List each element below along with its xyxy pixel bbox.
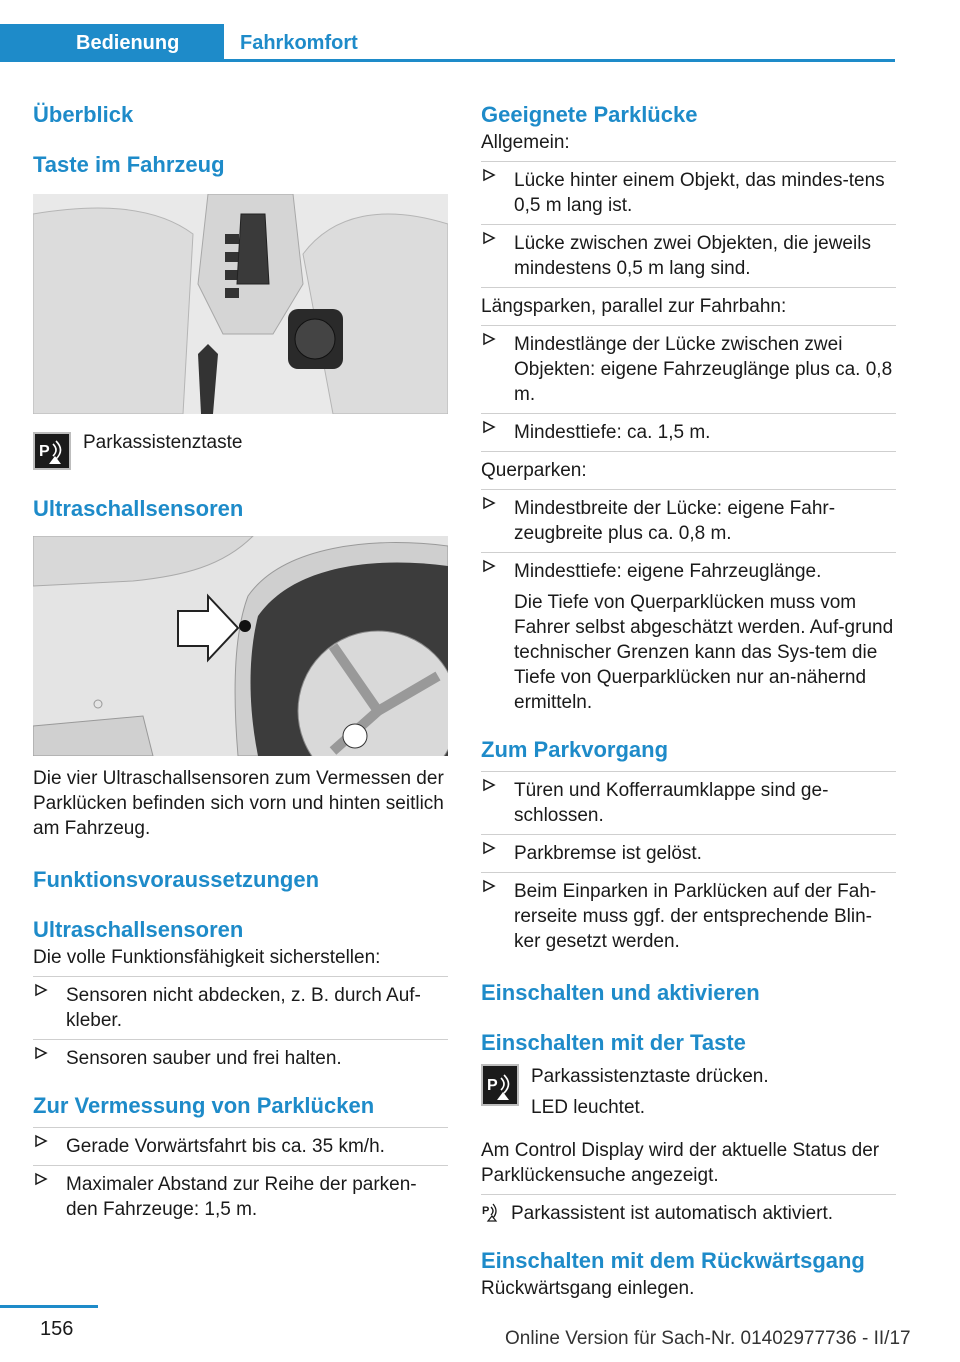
park-assist-button-icon [481, 1064, 519, 1106]
button-step-1: Parkassistenztaste drücken. [531, 1066, 769, 1087]
parallel-list [481, 325, 896, 445]
heading-measurement: Zur Vermessung von Parklücken [33, 1093, 375, 1118]
parallel-label: Längsparken, parallel zur Fahrbahn: [481, 287, 896, 319]
bullet-triangle-icon [482, 225, 496, 253]
svg-text:P: P [39, 443, 50, 460]
bullet-triangle-icon [482, 835, 496, 863]
bullet-triangle-icon [482, 414, 496, 442]
sensor-photo [33, 536, 448, 756]
button-step-2: LED leuchtet. [531, 1097, 646, 1118]
cross-note: Die Tiefe von Querparklücken muss vom Fahrer selbst abgeschätzt werden. Auf-grund technischer Grenzen kann das Sys-tem die Tiefe von Querparklücken nur an-nähernd ermitteln. [514, 592, 894, 713]
heading-prereq-sensors: Ultraschallsensoren [33, 917, 244, 942]
chapter-tabs [0, 24, 895, 62]
bullet-triangle-icon [482, 553, 496, 581]
console-photo [33, 194, 448, 414]
heading-suitable-space: Geeignete Parklücke [481, 102, 698, 127]
prereq-list [33, 976, 448, 1071]
prereq-intro: Die volle Funktionsfähigkeit sicherstellen: [33, 947, 381, 968]
cross-label: Querparken: [481, 451, 896, 483]
list-item: Beim Einparken in Parklücken auf der Fah-rerseite muss ggf. der entsprechende Blin-ker gesetzt werden. [481, 872, 896, 954]
park-assist-button-icon [33, 432, 71, 470]
heading-reverse-gear: Einschalten mit dem Rückwärtsgang [481, 1248, 865, 1273]
heading-prerequisites: Funktionsvoraussetzungen [33, 867, 320, 892]
heading-button-in-vehicle: Taste im Fahrzeug [33, 152, 225, 177]
park-assist-active-icon [481, 1201, 503, 1230]
bullet-triangle-icon [482, 873, 496, 901]
list-item: Türen und Kofferraumklappe sind ge-schlossen. [481, 771, 896, 828]
measure-list [33, 1127, 448, 1222]
tab-fahrkomfort[interactable]: Fahrkomfort [240, 32, 358, 54]
bullet-triangle-icon [34, 1128, 48, 1156]
process-list [481, 771, 896, 954]
bullet-triangle-icon [482, 490, 496, 518]
list-item: Mindesttiefe: eigene Fahrzeuglänge. Die Tiefe von Querparklücken muss vom Fahrer selbst abgeschätzt werden. Auf-grund technischer Grenzen kann das Sys-tem die Tiefe von Querparklücken nur an-nähernd ermitteln. [481, 552, 896, 715]
heading-ultrasonic-sensors: Ultraschallsensoren [33, 496, 244, 521]
heading-parking-process: Zum Parkvorgang [481, 737, 669, 762]
bullet-triangle-icon [482, 162, 496, 190]
list-item: Mindestbreite der Lücke: eigene Fahr-zeugbreite plus ca. 0,8 m. [481, 489, 896, 546]
bullet-triangle-icon [482, 326, 496, 354]
svg-text:P: P [487, 1077, 498, 1094]
list-item: Lücke hinter einem Objekt, das mindes-tens 0,5 m lang ist. [481, 161, 896, 218]
heading-activation: Einschalten und aktivieren [481, 980, 760, 1005]
button-legend [33, 432, 448, 474]
page-number: 156 [40, 1318, 74, 1340]
active-status: P Parkassistent ist automatisch aktiviert. [481, 1194, 896, 1226]
heading-overview: Überblick [33, 102, 134, 127]
list-item: Maximaler Abstand zur Reihe der parken-den Fahrzeuge: 1,5 m. [33, 1165, 448, 1222]
bullet-triangle-icon [482, 772, 496, 800]
left-column [33, 100, 448, 1222]
list-item: Gerade Vorwärtsfahrt bis ca. 35 km/h. [33, 1127, 448, 1159]
bullet-triangle-icon [34, 1040, 48, 1068]
list-item: Parkbremse ist gelöst. [481, 834, 896, 866]
list-item: Mindesttiefe: ca. 1,5 m. [481, 413, 896, 445]
online-version-note: Online Version für Sach-Nr. 01402977736 - II/17 [505, 1328, 911, 1349]
bullet-triangle-icon [34, 977, 48, 1005]
sensors-description: Die vier Ultraschallsensoren zum Vermessen der Parklücken befinden sich vorn und hinten seitlich am Fahrzeug. [33, 768, 444, 839]
display-text: Am Control Display wird der aktuelle Status der Parklückensuche angezeigt. [481, 1140, 880, 1186]
button-step [481, 1064, 896, 1126]
svg-text:P: P [482, 1205, 490, 1217]
tab-bedienung[interactable]: Bedienung [0, 24, 224, 62]
general-list [481, 161, 896, 281]
general-label: Allgemein: [481, 132, 570, 153]
heading-activate-button: Einschalten mit der Taste [481, 1030, 746, 1055]
reverse-text: Rückwärtsgang einlegen. [481, 1278, 695, 1299]
footer-rule [0, 1305, 98, 1308]
cross-list [481, 489, 896, 715]
list-item: Sensoren nicht abdecken, z. B. durch Auf-kleber. [33, 976, 448, 1033]
list-item: Mindestlänge der Lücke zwischen zwei Objekten: eigene Fahrzeuglänge plus ca. 0,8 m. [481, 325, 896, 407]
right-column [481, 100, 896, 1301]
list-item: Sensoren sauber und frei halten. [33, 1039, 448, 1071]
list-item: Lücke zwischen zwei Objekten, die jeweils mindestens 0,5 m lang sind. [481, 224, 896, 281]
bullet-triangle-icon [34, 1166, 48, 1194]
button-caption: Parkassistenztaste [83, 432, 243, 453]
